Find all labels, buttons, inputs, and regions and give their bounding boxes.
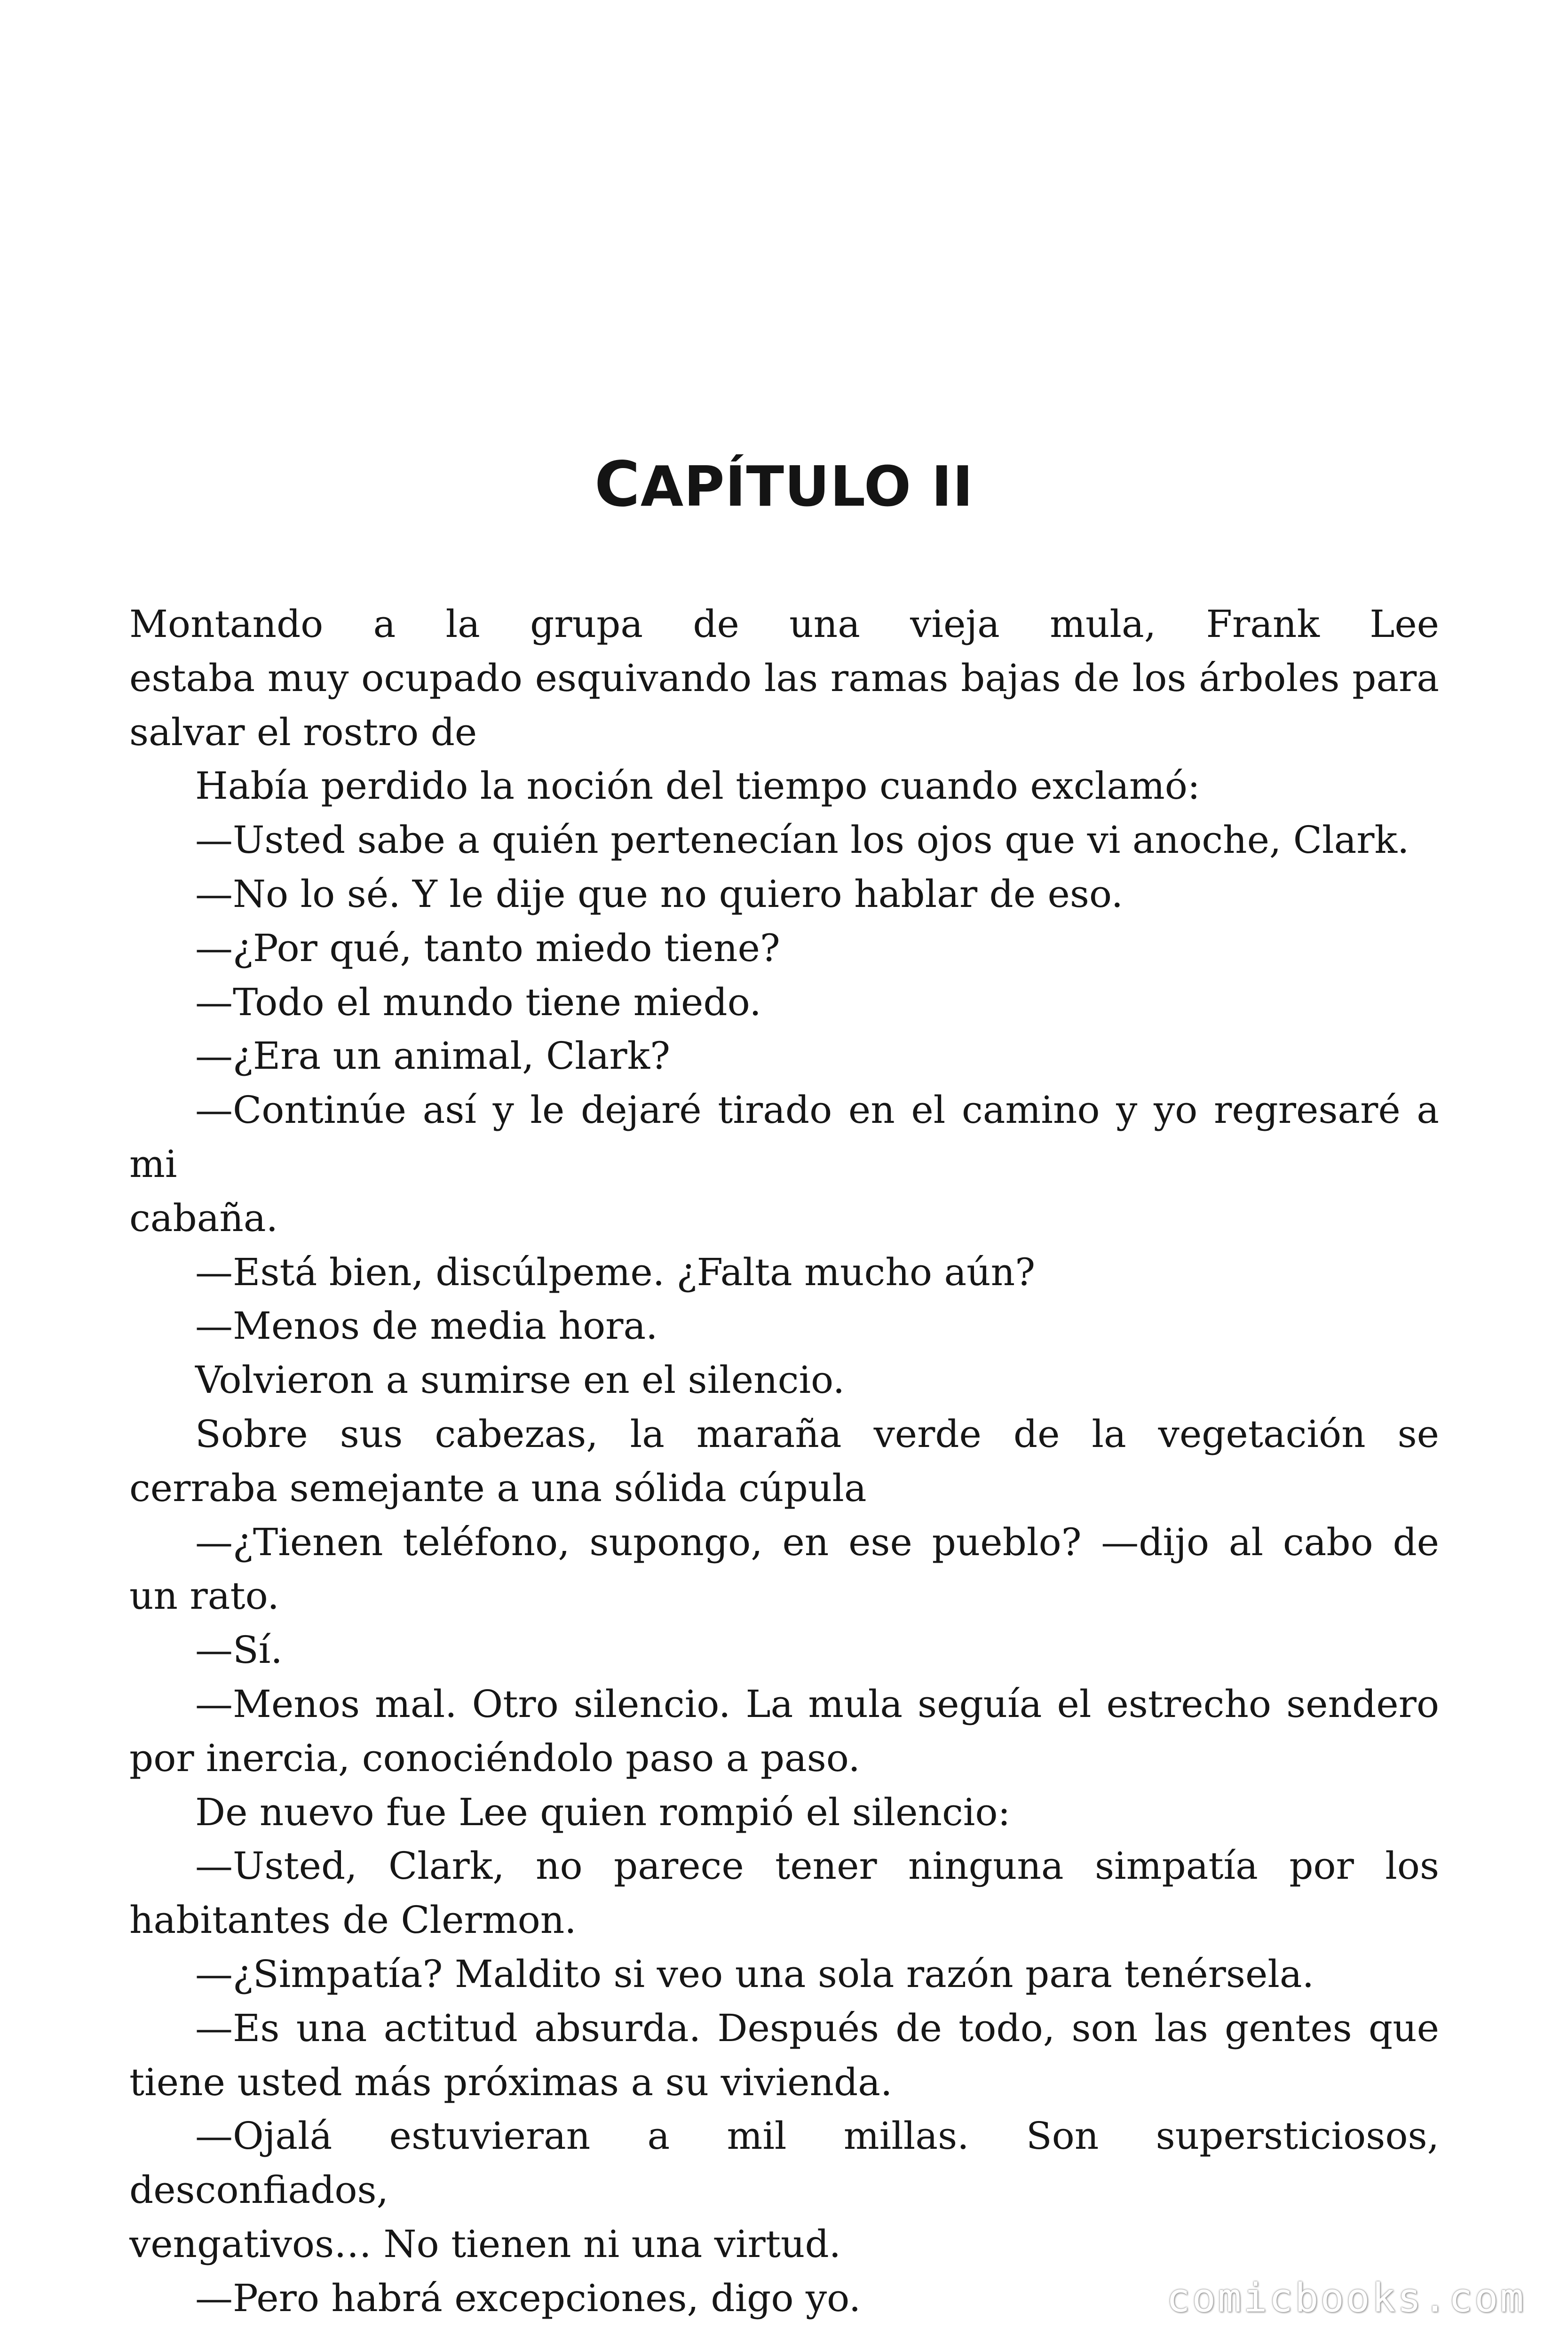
paragraph-line: —Pero habrá excepciones, digo yo. — [195, 2276, 861, 2320]
paragraph-line: habitantes de Clermon. — [129, 1898, 577, 1942]
paragraph-line: De nuevo fue Lee quien rompió el silencio: — [195, 1790, 1011, 1834]
chapter-title — [0, 448, 1568, 521]
chapter-body — [129, 597, 1439, 2326]
paragraph-line: —Está bien, discúlpeme. ¿Falta mucho aún? — [195, 1250, 1036, 1294]
paragraph-line: salvar el rostro de — [129, 710, 477, 754]
paragraph-line: —No lo sé. Y le dije que no quiero hablar de eso. — [195, 872, 1124, 916]
paragraph-line: —¿Tienen teléfono, supongo, en ese pueblo? —dijo al cabo de — [195, 1520, 1439, 1564]
paragraph-line: —Menos mal. Otro silencio. La mula seguía el estrecho sendero — [195, 1682, 1439, 1726]
paragraph-line: vengativos… No tienen ni una virtud. — [129, 2222, 841, 2266]
paragraph-line: Sobre sus cabezas, la maraña verde de la vegetación se — [195, 1412, 1439, 1456]
paragraph-line: Volvieron a sumirse en el silencio. — [195, 1358, 845, 1402]
paragraph-line: cerraba semejante a una sólida cúpula — [129, 1466, 867, 1510]
paragraph-line: cabaña. — [129, 1196, 278, 1240]
paragraph-line: —Ojalá estuvieran a mil millas. Son supersticiosos, desconfiados, — [129, 2114, 1439, 2212]
paragraph-line: —Menos de media hora. — [195, 1304, 658, 1348]
paragraph-line: tiene usted más próximas a su vivienda. — [129, 2060, 893, 2104]
chapter-title-rest: APÍTULO II — [640, 454, 974, 519]
paragraph-line: —Usted sabe a quién pertenecían los ojos que vi anoche, Clark. — [195, 818, 1410, 862]
paragraph-line: Montando a la grupa de una vieja mula, Frank Lee — [129, 602, 1439, 646]
paragraph-line: un rato. — [129, 1574, 279, 1618]
paragraph-line: —¿Por qué, tanto miedo tiene? — [195, 926, 780, 970]
paragraph-line: estaba muy ocupado esquivando las ramas bajas de los árboles para — [129, 656, 1439, 700]
paragraph-line: —Todo el mundo tiene miedo. — [195, 980, 761, 1024]
paragraph-line: —Es una actitud absurda. Después de todo, son las gentes que — [195, 2006, 1439, 2050]
paragraph-line: —¿Era un animal, Clark? — [195, 1034, 671, 1078]
paragraph-line: —Usted, Clark, no parece tener ninguna simpatía por los — [195, 1844, 1439, 1888]
site-watermark: comicbooks.com — [1166, 2275, 1526, 2321]
paragraph-line: —Continúe así y le dejaré tirado en el camino y yo regresaré a mi — [129, 1088, 1439, 1186]
paragraph-line: —¿Simpatía? Maldito si veo una sola razón para tenérsela. — [195, 1952, 1315, 1996]
paragraph-line: —Sí. — [195, 1628, 283, 1672]
paragraph-line: Había perdido la noción del tiempo cuando exclamó: — [195, 764, 1200, 808]
chapter-title-initial: C — [594, 448, 641, 521]
paragraph-line: por inercia, conociéndolo paso a paso. — [129, 1736, 860, 1780]
